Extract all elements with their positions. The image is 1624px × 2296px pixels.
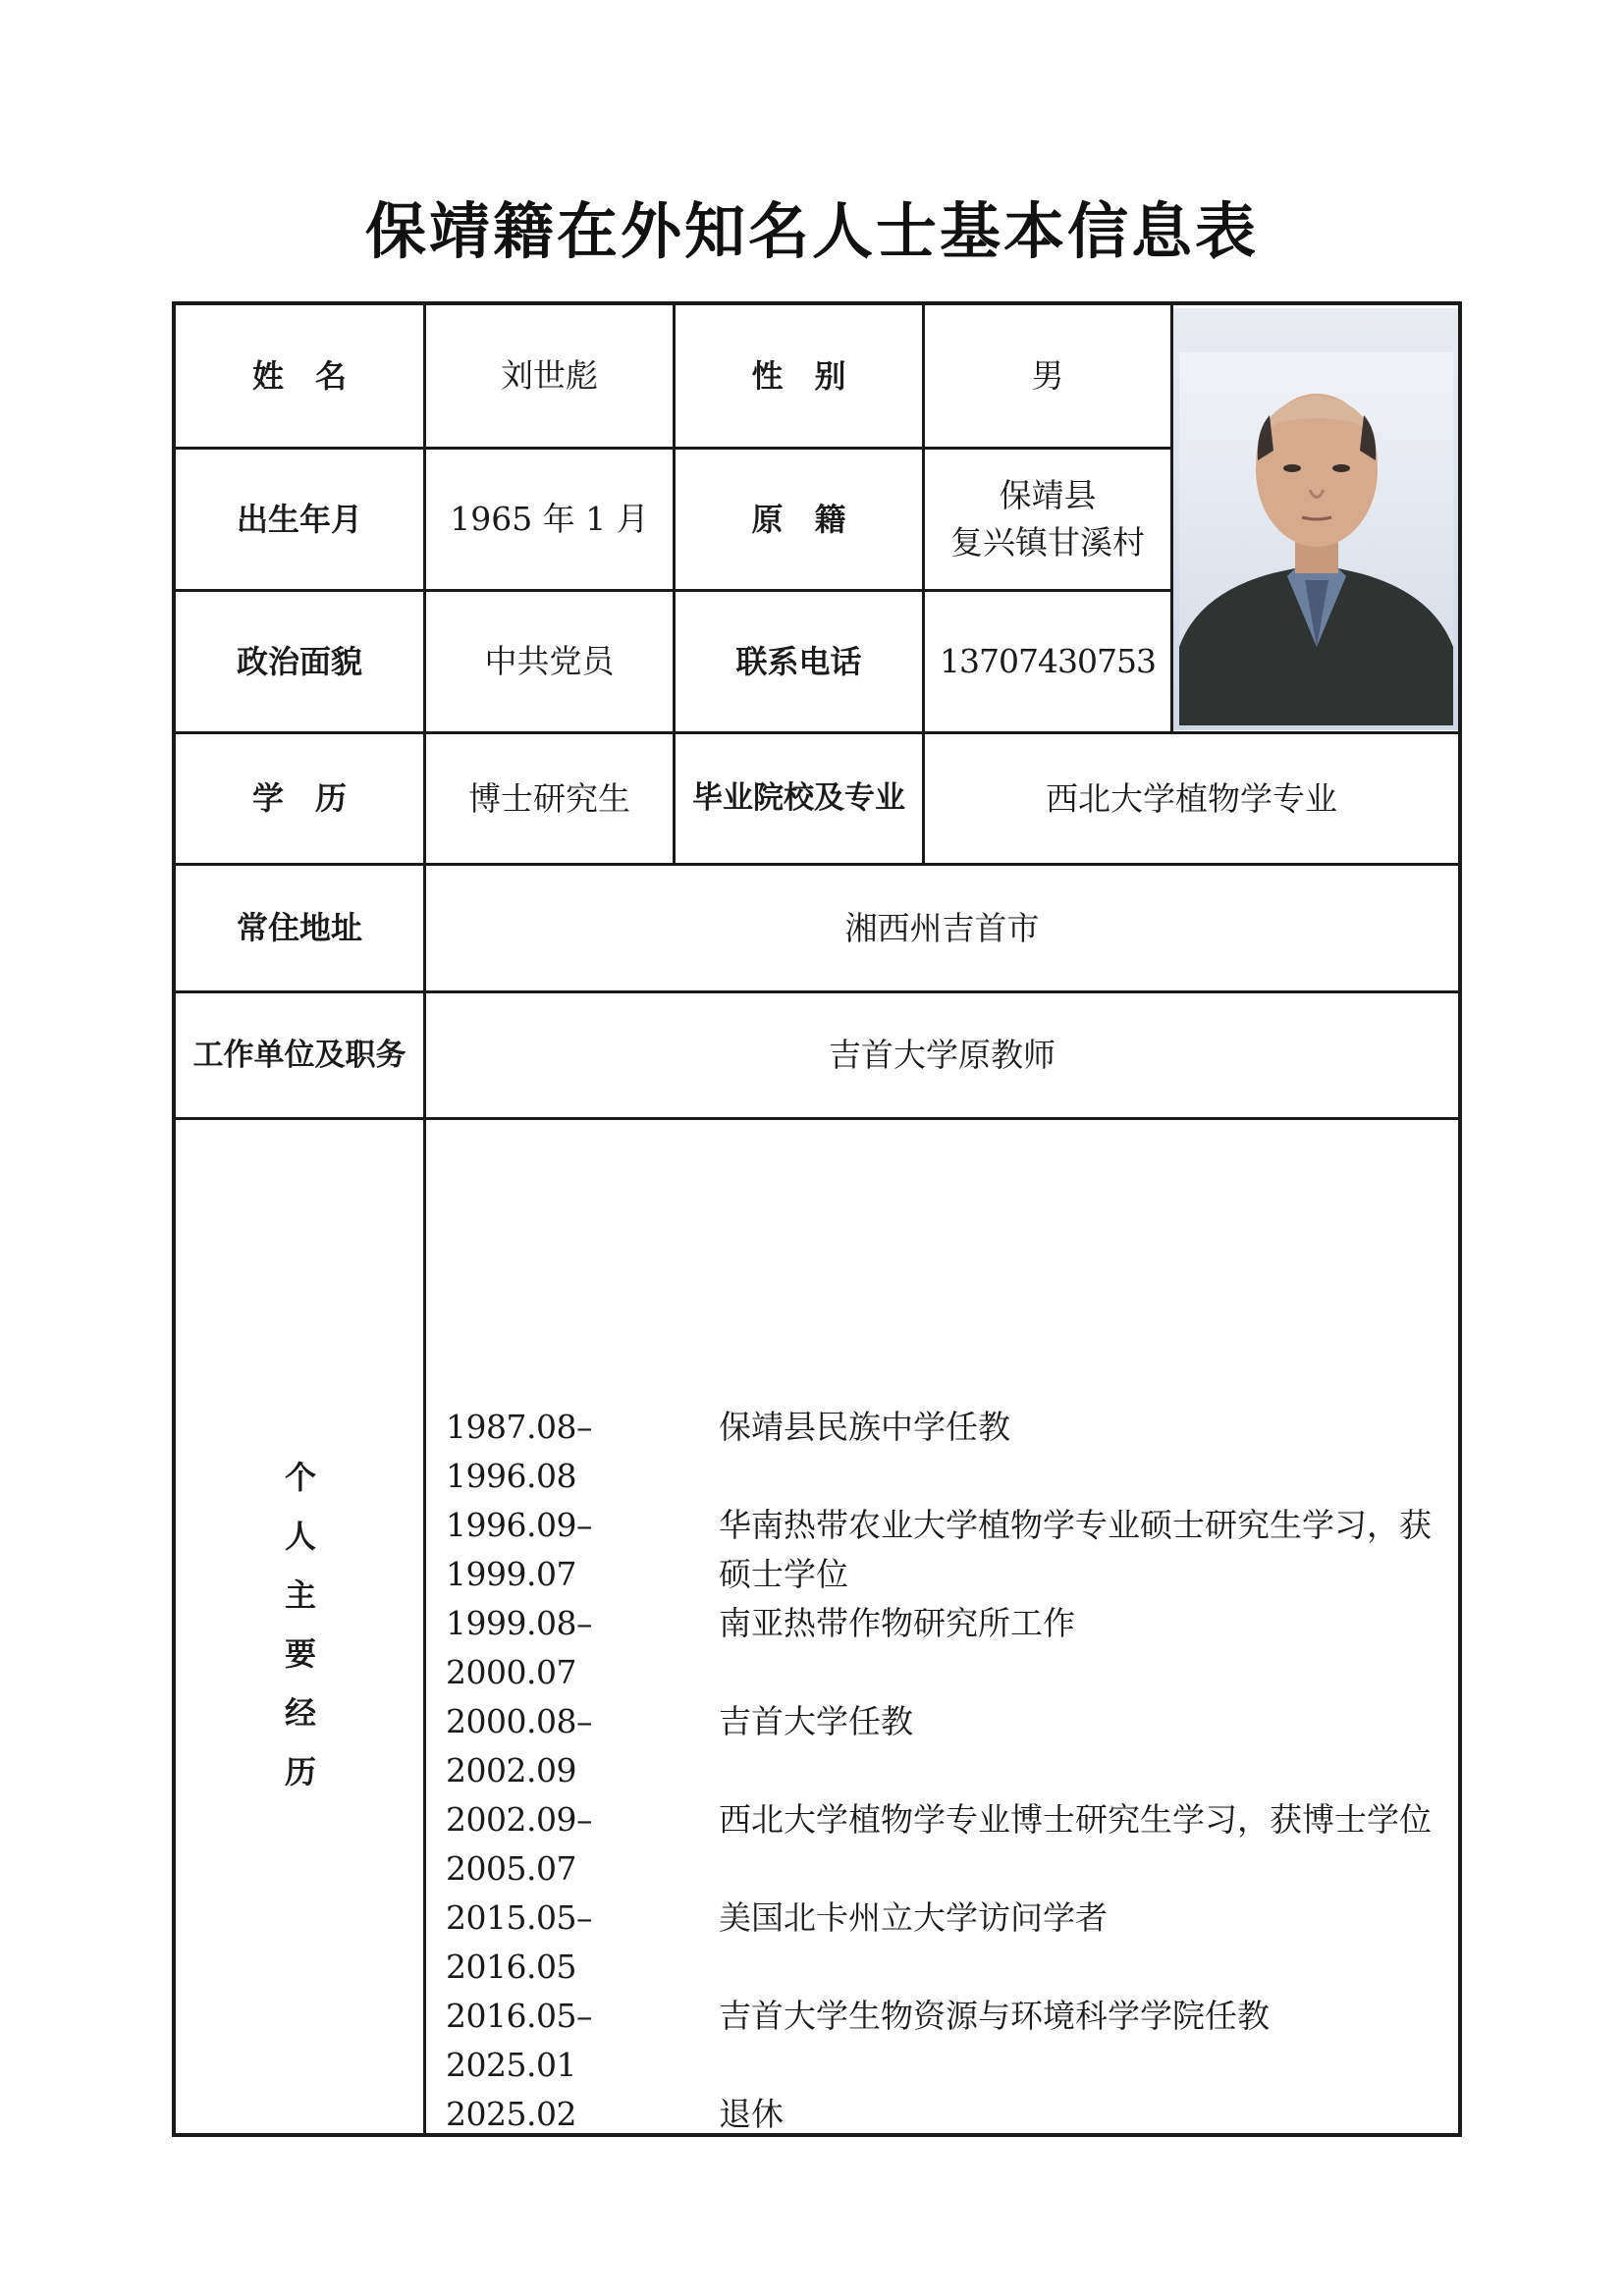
experience-label-char: 人 (284, 1518, 316, 1555)
education-value: 博士研究生 (468, 778, 630, 818)
entry-description: 美国北卡州立大学访问学者 (719, 1898, 1108, 1937)
experience-entry (446, 1894, 1437, 1992)
political-value: 中共党员 (484, 642, 615, 681)
entry-description: 退休 (719, 2095, 784, 2133)
portrait-photo (1173, 308, 1458, 730)
work-value: 吉首大学原教师 (829, 1036, 1056, 1075)
address-label: 常住地址 (236, 909, 362, 947)
entry-date: 2000.08–2002.09 (446, 1702, 592, 1789)
entry-description: 西北大学植物学专业博士研究生学习，获博士学位 (719, 1800, 1432, 1839)
entry-description: 保靖县民族中学任教 (719, 1408, 1010, 1446)
experience-label-char: 历 (284, 1753, 316, 1790)
phone-value: 13707430753 (940, 642, 1156, 681)
political-label: 政治面貌 (236, 642, 362, 680)
experience-list (446, 1403, 1437, 2139)
entry-date: 2002.09–2005.07 (446, 1800, 592, 1888)
origin-line-village: 复兴镇甘溪村 (950, 523, 1145, 561)
photo-frame (1179, 352, 1453, 725)
origin-label: 原 籍 (751, 500, 846, 538)
origin-line-county: 保靖县 (999, 476, 1097, 515)
entry-description: 华南热带农业大学植物学专业硕士研究生学习，获硕士学位 (719, 1506, 1432, 1593)
entry-date: 1996.09–1999.07 (446, 1506, 592, 1593)
origin-value (925, 450, 1170, 589)
gender-value: 男 (1031, 356, 1064, 396)
birth-value: 1965 年 1 月 (450, 500, 649, 539)
person-portrait-icon (1179, 352, 1453, 725)
address-value: 湘西州吉首市 (844, 908, 1040, 947)
experience-entry (446, 1697, 1437, 1795)
experience-label-char: 主 (284, 1576, 316, 1614)
entry-description: 吉首大学生物资源与环境科学学院任教 (719, 1997, 1270, 2035)
experience-entry (446, 1795, 1437, 1894)
experience-entry (446, 1501, 1437, 1599)
birth-label: 出生年月 (236, 500, 362, 538)
entry-date: 2016.05–2025.01 (446, 1997, 592, 2084)
name-value: 刘世彪 (501, 356, 598, 396)
experience-entry (446, 1403, 1437, 1501)
info-table (172, 301, 1462, 2137)
document-title: 保靖籍在外知名人士基本信息表 (364, 195, 1259, 267)
entry-date: 1999.08–2000.07 (446, 1604, 592, 1691)
experience-label-char: 要 (284, 1635, 316, 1673)
gender-label: 性 别 (751, 356, 846, 395)
experience-entry (446, 1992, 1437, 2090)
school-label: 毕业院校及专业 (692, 780, 905, 817)
experience-entry (446, 1599, 1437, 1697)
education-label: 学 历 (251, 779, 347, 818)
entry-date: 2015.05–2016.05 (446, 1898, 592, 1986)
entry-date: 1987.08–1996.08 (446, 1408, 592, 1495)
entry-description: 吉首大学任教 (719, 1702, 913, 1740)
experience-label-char: 经 (284, 1694, 316, 1732)
experience-label-char: 个 (284, 1459, 316, 1496)
phone-label: 联系电话 (735, 642, 862, 680)
work-label: 工作单位及职务 (192, 1037, 406, 1073)
entry-date: 2025.02 (446, 2095, 576, 2133)
name-label: 姓 名 (251, 356, 347, 395)
school-value: 西北大学植物学专业 (1046, 778, 1337, 818)
experience-label (176, 1110, 425, 2135)
experience-entry (446, 2090, 1437, 2139)
entry-description: 南亚热带作物研究所工作 (719, 1604, 1075, 1642)
